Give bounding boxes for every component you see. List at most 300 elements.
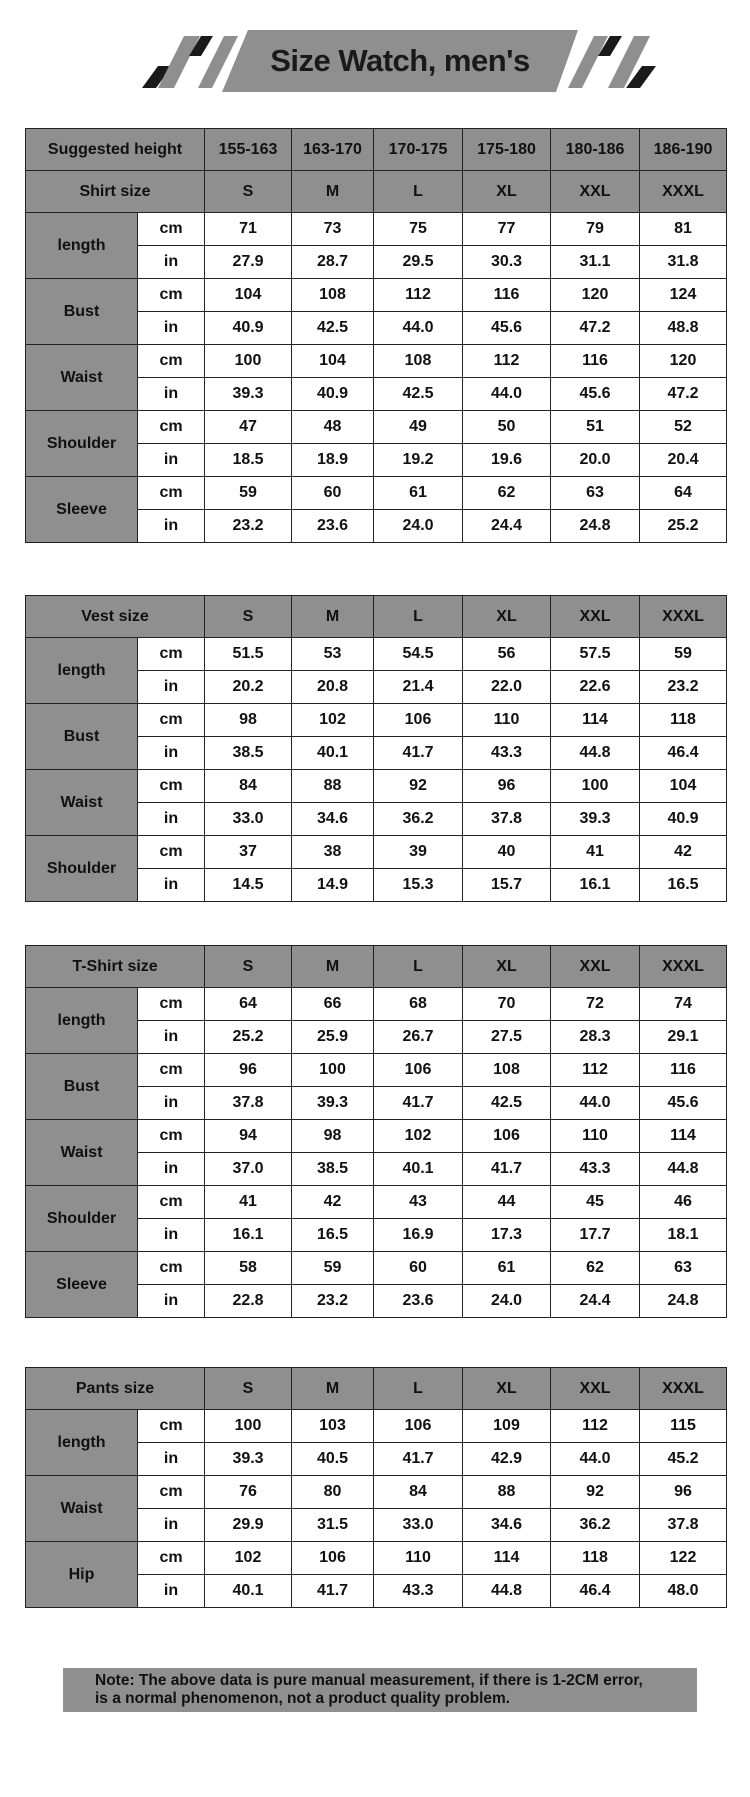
unit-cell: in — [138, 312, 205, 345]
unit-cell: cm — [138, 1120, 205, 1153]
measure-label: Sleeve — [26, 1252, 138, 1318]
table-row — [26, 704, 727, 737]
height-range: 180-186 — [551, 129, 640, 171]
unit-cell: cm — [138, 704, 205, 737]
value-cell: 109 — [463, 1410, 551, 1443]
value-cell: 46 — [640, 1186, 727, 1219]
value-cell: 72 — [551, 988, 640, 1021]
value-cell: 112 — [374, 279, 463, 312]
table-row — [26, 988, 727, 1021]
unit-cell: cm — [138, 836, 205, 869]
value-cell: 29.1 — [640, 1021, 727, 1054]
value-cell: 24.4 — [551, 1285, 640, 1318]
height-row — [26, 129, 727, 171]
value-cell: 41.7 — [374, 1443, 463, 1476]
size-code: XL — [463, 946, 551, 988]
value-cell: 102 — [292, 704, 374, 737]
value-cell: 42.5 — [463, 1087, 551, 1120]
unit-cell: in — [138, 869, 205, 902]
size-label: Shirt size — [26, 171, 205, 213]
value-cell: 48.8 — [640, 312, 727, 345]
value-cell: 118 — [640, 704, 727, 737]
value-cell: 39.3 — [551, 803, 640, 836]
unit-cell: in — [138, 1219, 205, 1252]
value-cell: 36.2 — [551, 1509, 640, 1542]
value-cell: 96 — [640, 1476, 727, 1509]
value-cell: 41.7 — [292, 1575, 374, 1608]
value-cell: 45 — [551, 1186, 640, 1219]
value-cell: 22.0 — [463, 671, 551, 704]
left-stripe-gray — [158, 36, 200, 88]
value-cell: 31.5 — [292, 1509, 374, 1542]
size-code: XXL — [551, 171, 640, 213]
unit-cell: in — [138, 1153, 205, 1186]
value-cell: 23.6 — [292, 510, 374, 543]
unit-cell: cm — [138, 213, 205, 246]
table-row — [26, 1186, 727, 1219]
size-label: T-Shirt size — [26, 946, 205, 988]
value-cell: 14.5 — [205, 869, 292, 902]
value-cell: 100 — [551, 770, 640, 803]
value-cell: 46.4 — [640, 737, 727, 770]
measure-label: Bust — [26, 704, 138, 770]
value-cell: 40 — [463, 836, 551, 869]
size-code: M — [292, 596, 374, 638]
size-code: M — [292, 171, 374, 213]
measure-label: length — [26, 1410, 138, 1476]
value-cell: 37.8 — [205, 1087, 292, 1120]
value-cell: 59 — [292, 1252, 374, 1285]
height-label: Suggested height — [26, 129, 205, 171]
value-cell: 114 — [551, 704, 640, 737]
value-cell: 88 — [292, 770, 374, 803]
value-cell: 16.5 — [292, 1219, 374, 1252]
value-cell: 22.6 — [551, 671, 640, 704]
value-cell: 96 — [463, 770, 551, 803]
size-code: XL — [463, 596, 551, 638]
value-cell: 98 — [205, 704, 292, 737]
value-cell: 44.0 — [551, 1087, 640, 1120]
value-cell: 58 — [205, 1252, 292, 1285]
unit-cell: cm — [138, 988, 205, 1021]
right-stripe-gray — [568, 36, 608, 88]
value-cell: 44 — [463, 1186, 551, 1219]
value-cell: 41.7 — [463, 1153, 551, 1186]
measure-label: Waist — [26, 1120, 138, 1186]
value-cell: 39.3 — [205, 378, 292, 411]
value-cell: 41 — [205, 1186, 292, 1219]
value-cell: 106 — [374, 1410, 463, 1443]
value-cell: 18.1 — [640, 1219, 727, 1252]
value-cell: 24.0 — [374, 510, 463, 543]
value-cell: 53 — [292, 638, 374, 671]
value-cell: 47.2 — [640, 378, 727, 411]
size-code: L — [374, 1368, 463, 1410]
measure-label: Shoulder — [26, 836, 138, 902]
value-cell: 40.5 — [292, 1443, 374, 1476]
value-cell: 106 — [292, 1542, 374, 1575]
value-cell: 44.0 — [463, 378, 551, 411]
table-row — [26, 477, 727, 510]
value-cell: 38.5 — [205, 737, 292, 770]
value-cell: 39.3 — [205, 1443, 292, 1476]
measure-label: Sleeve — [26, 477, 138, 543]
size-code: S — [205, 946, 292, 988]
table-row — [26, 1252, 727, 1285]
height-range: 170-175 — [374, 129, 463, 171]
value-cell: 124 — [640, 279, 727, 312]
value-cell: 100 — [292, 1054, 374, 1087]
size-code: XL — [463, 1368, 551, 1410]
value-cell: 23.6 — [374, 1285, 463, 1318]
value-cell: 75 — [374, 213, 463, 246]
value-cell: 19.2 — [374, 444, 463, 477]
value-cell: 112 — [551, 1054, 640, 1087]
value-cell: 114 — [640, 1120, 727, 1153]
value-cell: 39.3 — [292, 1087, 374, 1120]
unit-cell: cm — [138, 411, 205, 444]
value-cell: 110 — [551, 1120, 640, 1153]
value-cell: 40.9 — [640, 803, 727, 836]
measure-label: Bust — [26, 1054, 138, 1120]
value-cell: 33.0 — [374, 1509, 463, 1542]
value-cell: 52 — [640, 411, 727, 444]
page-title: Size Watch, men's — [270, 43, 530, 78]
value-cell: 18.5 — [205, 444, 292, 477]
value-cell: 42 — [640, 836, 727, 869]
measure-label: Waist — [26, 345, 138, 411]
value-cell: 62 — [463, 477, 551, 510]
value-cell: 40.1 — [205, 1575, 292, 1608]
value-cell: 42 — [292, 1186, 374, 1219]
value-cell: 122 — [640, 1542, 727, 1575]
value-cell: 102 — [374, 1120, 463, 1153]
value-cell: 45.6 — [551, 378, 640, 411]
value-cell: 54.5 — [374, 638, 463, 671]
value-cell: 24.0 — [463, 1285, 551, 1318]
value-cell: 20.4 — [640, 444, 727, 477]
size-code: XXXL — [640, 946, 727, 988]
value-cell: 27.9 — [205, 246, 292, 279]
unit-cell: cm — [138, 1186, 205, 1219]
value-cell: 16.1 — [551, 869, 640, 902]
height-range: 175-180 — [463, 129, 551, 171]
value-cell: 16.9 — [374, 1219, 463, 1252]
value-cell: 66 — [292, 988, 374, 1021]
unit-cell: in — [138, 1575, 205, 1608]
unit-cell: in — [138, 737, 205, 770]
value-cell: 104 — [640, 770, 727, 803]
value-cell: 20.2 — [205, 671, 292, 704]
value-cell: 70 — [463, 988, 551, 1021]
value-cell: 26.7 — [374, 1021, 463, 1054]
value-cell: 17.7 — [551, 1219, 640, 1252]
value-cell: 81 — [640, 213, 727, 246]
height-range: 186-190 — [640, 129, 727, 171]
measure-label: Hip — [26, 1542, 138, 1608]
tshirt-size-table — [25, 945, 727, 1318]
value-cell: 115 — [640, 1410, 727, 1443]
value-cell: 42.5 — [374, 378, 463, 411]
value-cell: 110 — [374, 1542, 463, 1575]
size-code: XXL — [551, 946, 640, 988]
value-cell: 37.8 — [640, 1509, 727, 1542]
unit-cell: cm — [138, 1476, 205, 1509]
unit-cell: in — [138, 510, 205, 543]
value-cell: 20.8 — [292, 671, 374, 704]
value-cell: 106 — [374, 1054, 463, 1087]
value-cell: 51.5 — [205, 638, 292, 671]
measure-label: Bust — [26, 279, 138, 345]
value-cell: 44.0 — [374, 312, 463, 345]
size-header-row — [26, 596, 727, 638]
value-cell: 19.6 — [463, 444, 551, 477]
value-cell: 103 — [292, 1410, 374, 1443]
table-row — [26, 279, 727, 312]
value-cell: 84 — [374, 1476, 463, 1509]
value-cell: 34.6 — [292, 803, 374, 836]
unit-cell: cm — [138, 279, 205, 312]
value-cell: 40.1 — [374, 1153, 463, 1186]
value-cell: 42.9 — [463, 1443, 551, 1476]
value-cell: 40.1 — [292, 737, 374, 770]
value-cell: 108 — [374, 345, 463, 378]
value-cell: 30.3 — [463, 246, 551, 279]
value-cell: 47.2 — [551, 312, 640, 345]
table-row — [26, 1120, 727, 1153]
value-cell: 44.0 — [551, 1443, 640, 1476]
value-cell: 45.6 — [640, 1087, 727, 1120]
value-cell: 100 — [205, 1410, 292, 1443]
note-line-2: is a normal phenomenon, not a product quality problem. — [95, 1690, 511, 1707]
value-cell: 41.7 — [374, 1087, 463, 1120]
value-cell: 80 — [292, 1476, 374, 1509]
value-cell: 76 — [205, 1476, 292, 1509]
value-cell: 59 — [205, 477, 292, 510]
value-cell: 92 — [551, 1476, 640, 1509]
measure-label: length — [26, 988, 138, 1054]
value-cell: 60 — [374, 1252, 463, 1285]
size-header-row — [26, 1368, 727, 1410]
value-cell: 29.5 — [374, 246, 463, 279]
value-cell: 23.2 — [292, 1285, 374, 1318]
shirt-size-table — [25, 128, 727, 543]
value-cell: 120 — [551, 279, 640, 312]
value-cell: 100 — [205, 345, 292, 378]
value-cell: 116 — [551, 345, 640, 378]
value-cell: 23.2 — [205, 510, 292, 543]
table-row — [26, 1054, 727, 1087]
value-cell: 61 — [463, 1252, 551, 1285]
value-cell: 42.5 — [292, 312, 374, 345]
unit-cell: in — [138, 378, 205, 411]
value-cell: 68 — [374, 988, 463, 1021]
value-cell: 17.3 — [463, 1219, 551, 1252]
value-cell: 112 — [551, 1410, 640, 1443]
table-row — [26, 638, 727, 671]
value-cell: 43 — [374, 1186, 463, 1219]
size-code: XXXL — [640, 171, 727, 213]
pants-size-table — [25, 1367, 727, 1608]
unit-cell: cm — [138, 1054, 205, 1087]
value-cell: 39 — [374, 836, 463, 869]
value-cell: 116 — [463, 279, 551, 312]
value-cell: 37.8 — [463, 803, 551, 836]
value-cell: 106 — [374, 704, 463, 737]
value-cell: 37.0 — [205, 1153, 292, 1186]
value-cell: 15.7 — [463, 869, 551, 902]
measure-label: Shoulder — [26, 1186, 138, 1252]
value-cell: 64 — [205, 988, 292, 1021]
value-cell: 44.8 — [463, 1575, 551, 1608]
table-row — [26, 1542, 727, 1575]
size-label: Vest size — [26, 596, 205, 638]
size-code: L — [374, 946, 463, 988]
measure-label: Waist — [26, 770, 138, 836]
value-cell: 25.9 — [292, 1021, 374, 1054]
value-cell: 14.9 — [292, 869, 374, 902]
size-label: Pants size — [26, 1368, 205, 1410]
measure-label: Shoulder — [26, 411, 138, 477]
value-cell: 27.5 — [463, 1021, 551, 1054]
value-cell: 25.2 — [205, 1021, 292, 1054]
value-cell: 108 — [292, 279, 374, 312]
value-cell: 106 — [463, 1120, 551, 1153]
value-cell: 45.2 — [640, 1443, 727, 1476]
table-row — [26, 770, 727, 803]
unit-cell: in — [138, 1443, 205, 1476]
table-row — [26, 345, 727, 378]
vest-size-table — [25, 595, 727, 902]
measure-label: length — [26, 638, 138, 704]
value-cell: 40.9 — [292, 378, 374, 411]
value-cell: 15.3 — [374, 869, 463, 902]
size-code: XXXL — [640, 596, 727, 638]
size-header-row — [26, 171, 727, 213]
value-cell: 50 — [463, 411, 551, 444]
value-cell: 48 — [292, 411, 374, 444]
table-row — [26, 836, 727, 869]
value-cell: 45.6 — [463, 312, 551, 345]
unit-cell: in — [138, 803, 205, 836]
size-code: XXL — [551, 1368, 640, 1410]
size-code: M — [292, 946, 374, 988]
value-cell: 57.5 — [551, 638, 640, 671]
value-cell: 102 — [205, 1542, 292, 1575]
value-cell: 34.6 — [463, 1509, 551, 1542]
measurement-note — [63, 1668, 697, 1712]
value-cell: 108 — [463, 1054, 551, 1087]
value-cell: 98 — [292, 1120, 374, 1153]
value-cell: 71 — [205, 213, 292, 246]
value-cell: 29.9 — [205, 1509, 292, 1542]
value-cell: 92 — [374, 770, 463, 803]
unit-cell: in — [138, 1285, 205, 1318]
unit-cell: in — [138, 444, 205, 477]
value-cell: 44.8 — [640, 1153, 727, 1186]
table-row — [26, 1476, 727, 1509]
value-cell: 77 — [463, 213, 551, 246]
value-cell: 28.3 — [551, 1021, 640, 1054]
value-cell: 59 — [640, 638, 727, 671]
value-cell: 60 — [292, 477, 374, 510]
value-cell: 40.9 — [205, 312, 292, 345]
value-cell: 96 — [205, 1054, 292, 1087]
value-cell: 48.0 — [640, 1575, 727, 1608]
unit-cell: cm — [138, 1410, 205, 1443]
size-code: S — [205, 1368, 292, 1410]
value-cell: 63 — [551, 477, 640, 510]
value-cell: 16.5 — [640, 869, 727, 902]
note-line-1: Note: The above data is pure manual measurement, if there is 1-2CM error, — [95, 1672, 643, 1689]
value-cell: 24.8 — [640, 1285, 727, 1318]
table-row — [26, 1410, 727, 1443]
value-cell: 43.3 — [463, 737, 551, 770]
value-cell: 118 — [551, 1542, 640, 1575]
value-cell: 64 — [640, 477, 727, 510]
value-cell: 49 — [374, 411, 463, 444]
table-row — [26, 411, 727, 444]
value-cell: 94 — [205, 1120, 292, 1153]
height-range: 163-170 — [292, 129, 374, 171]
value-cell: 56 — [463, 638, 551, 671]
value-cell: 22.8 — [205, 1285, 292, 1318]
size-code: S — [205, 596, 292, 638]
value-cell: 41.7 — [374, 737, 463, 770]
value-cell: 16.1 — [205, 1219, 292, 1252]
value-cell: 51 — [551, 411, 640, 444]
unit-cell: in — [138, 1509, 205, 1542]
value-cell: 61 — [374, 477, 463, 510]
unit-cell: in — [138, 1087, 205, 1120]
value-cell: 112 — [463, 345, 551, 378]
value-cell: 46.4 — [551, 1575, 640, 1608]
size-header-row — [26, 946, 727, 988]
value-cell: 25.2 — [640, 510, 727, 543]
value-cell: 41 — [551, 836, 640, 869]
size-code: M — [292, 1368, 374, 1410]
value-cell: 104 — [205, 279, 292, 312]
size-code: L — [374, 596, 463, 638]
unit-cell: cm — [138, 1542, 205, 1575]
table-row — [26, 213, 727, 246]
value-cell: 44.8 — [551, 737, 640, 770]
unit-cell: cm — [138, 770, 205, 803]
unit-cell: cm — [138, 477, 205, 510]
value-cell: 37 — [205, 836, 292, 869]
value-cell: 31.1 — [551, 246, 640, 279]
unit-cell: cm — [138, 345, 205, 378]
unit-cell: in — [138, 1021, 205, 1054]
value-cell: 84 — [205, 770, 292, 803]
size-code: XXL — [551, 596, 640, 638]
value-cell: 24.4 — [463, 510, 551, 543]
value-cell: 43.3 — [374, 1575, 463, 1608]
value-cell: 47 — [205, 411, 292, 444]
value-cell: 21.4 — [374, 671, 463, 704]
unit-cell: in — [138, 246, 205, 279]
value-cell: 38.5 — [292, 1153, 374, 1186]
height-range: 155-163 — [205, 129, 292, 171]
size-code: XXXL — [640, 1368, 727, 1410]
value-cell: 43.3 — [551, 1153, 640, 1186]
value-cell: 33.0 — [205, 803, 292, 836]
value-cell: 62 — [551, 1252, 640, 1285]
value-cell: 116 — [640, 1054, 727, 1087]
value-cell: 18.9 — [292, 444, 374, 477]
value-cell: 23.2 — [640, 671, 727, 704]
value-cell: 24.8 — [551, 510, 640, 543]
